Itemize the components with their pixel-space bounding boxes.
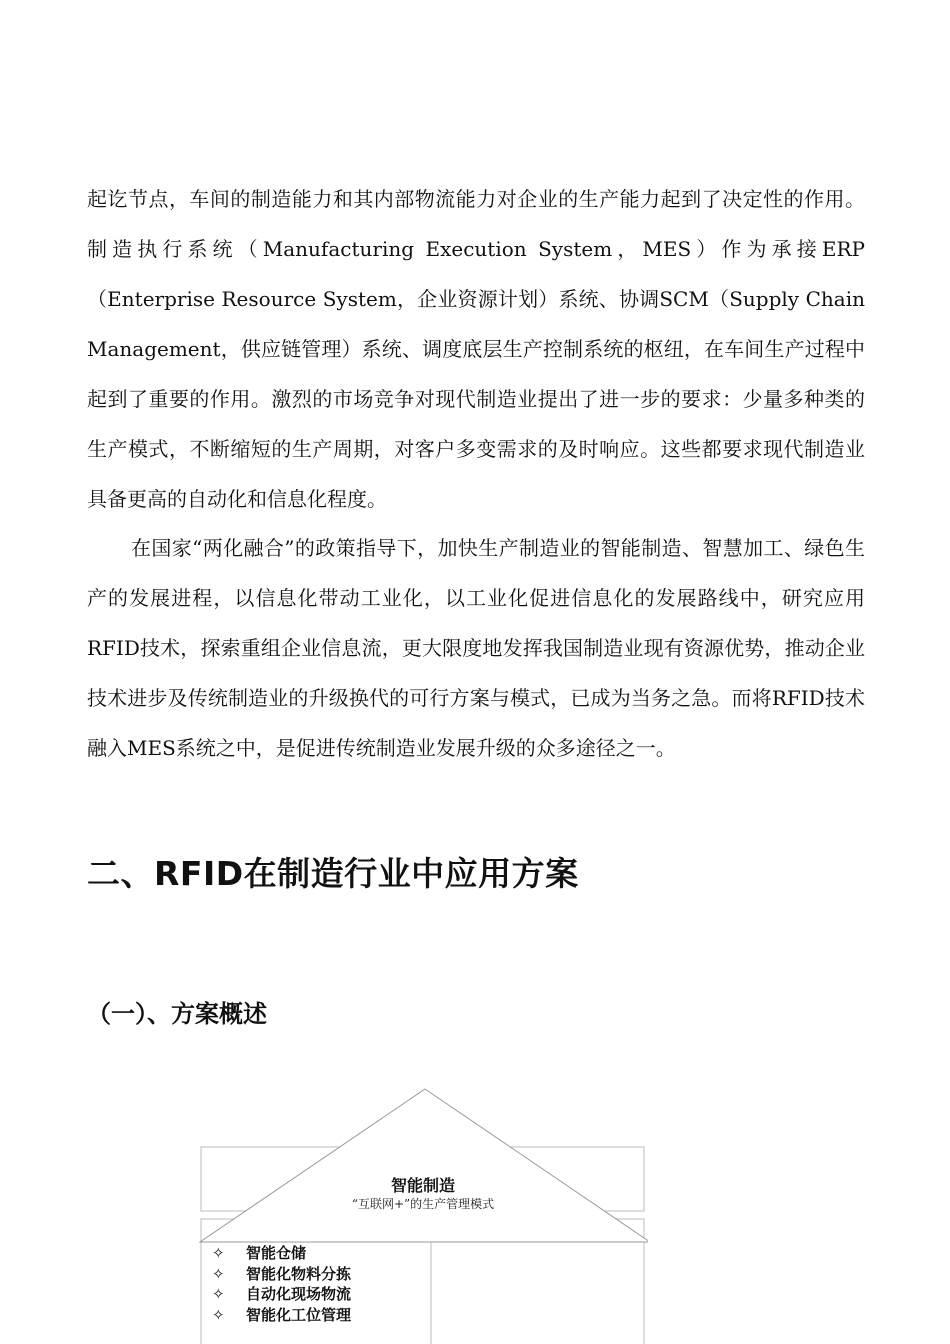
feature-label: 智能化工位管理	[246, 1305, 352, 1324]
subsection-heading: （一）、方案概述	[87, 1000, 267, 1028]
smart-manufacturing-diagram	[198, 1085, 648, 1344]
list-item	[212, 1243, 351, 1264]
section-heading: 二、RFID在制造行业中应用方案	[87, 854, 579, 893]
diamond-star-icon: ✧	[212, 1264, 225, 1283]
roof-title: 智能制造	[390, 1176, 455, 1195]
list-item	[212, 1264, 351, 1285]
body-paragraph-2: 在国家“两化融合”的政策指导下，加快生产制造业的智能制造、智慧加工、绿色生产的发展进程，以信息化带动工业化，以工业化促进信息化的发展路线中，研究应用RFID技术，探索重组企业信息流，更大限度地发挥我国制造业现有资源优势，推动企业技术进步及传统制造业的升级换代的可行方案与模式，已成为当务之急。而将RFID技术融入MES系统之中，是促进传统制造业发展升级的众多途径之一。	[87, 536, 865, 760]
list-item	[212, 1284, 351, 1305]
feature-label: 智能仓储	[246, 1244, 307, 1262]
diamond-star-icon: ✧	[212, 1285, 225, 1303]
diamond-star-icon: ✧	[212, 1305, 225, 1324]
diamond-star-icon: ✧	[212, 1244, 225, 1262]
feature-list	[212, 1243, 351, 1325]
feature-label: 自动化现场物流	[246, 1285, 352, 1303]
feature-label: 智能化物料分拣	[246, 1264, 352, 1283]
roof-subtitle: “互联网+”的生产管理模式	[351, 1197, 495, 1211]
body-paragraph-1: 起讫节点，车间的制造能力和其内部物流能力对企业的生产能力起到了决定性的作用。制造执行系统（Manufacturing Execution System，MES）作为承接ERP（Enterprise Resource System，企业资源计划）系统、协调SCM（Supply Chain Management，供应链管理）系统、调度底层生产控制系统的枢纽，在车间生产过程中起到了重要的作用。激烈的市场竞争对现代制造业提出了进一步的要求：少量多种类的生产模式，不断缩短的生产周期，对客户多变需求的及时响应。这些都要求现代制造业具备更高的自动化和信息化程度。	[87, 187, 865, 511]
list-item	[212, 1305, 351, 1326]
